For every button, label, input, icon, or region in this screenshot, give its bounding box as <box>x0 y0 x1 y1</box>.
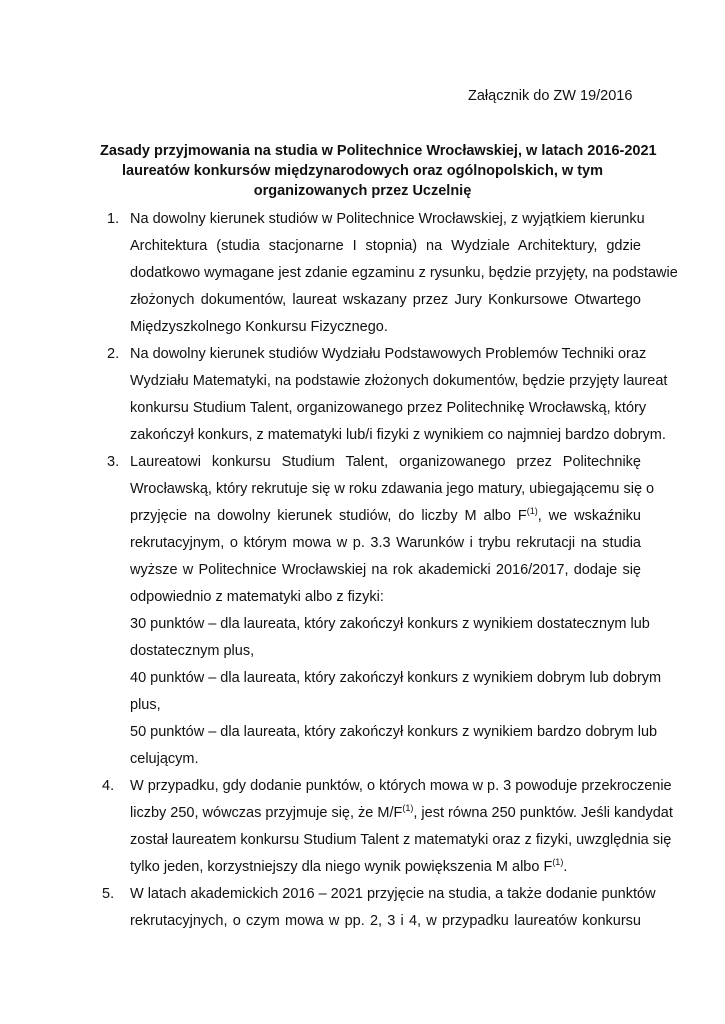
item-line: Międzyszkolnego Konkursu Fizycznego. <box>130 319 388 335</box>
item-line: Na dowolny kierunek studiów w Politechnice Wrocławskiej, z wyjątkiem kierunku <box>130 211 645 227</box>
item-line: dodatkowo wymagane jest zdanie egzaminu z rysunku, będzie przyjęty, na podstawie <box>130 265 678 281</box>
item-line-with-sup <box>130 854 641 881</box>
list-item-1 <box>100 206 678 341</box>
item-line: W latach akademickich 2016 – 2021 przyjęcie na studia, a także dodanie punktów <box>130 886 656 902</box>
item-number: 2. <box>107 346 120 362</box>
item-text: . <box>563 859 568 875</box>
item-number: 5. <box>102 886 115 902</box>
item-number: 1. <box>107 211 120 227</box>
item-line: 40 punktów – dla laureata, który zakończył konkurs z wynikiem dobrym lub dobrym <box>130 670 662 686</box>
title-line-1: Zasady przyjmowania na studia w Politechnice Wrocławskiej, w latach 2016-2021 <box>100 143 657 159</box>
item-line: został laureatem konkursu Studium Talent z matematyki oraz z fizyki, uwzględnia się <box>130 832 672 848</box>
item-line: Laureatowi konkursu Studium Talent, organizowanego przez Politechnikę <box>130 454 641 470</box>
title-line-3: organizowanych przez Uczelnię <box>253 183 472 199</box>
item-line: odpowiednio z matematyki albo z fizyki: <box>130 589 384 605</box>
item-line-with-sup <box>130 800 673 827</box>
item-line: konkursu Studium Talent, organizowanego przez Politechnikę Wrocławską, który <box>130 400 647 416</box>
list-item-5 <box>100 881 656 935</box>
item-text: tylko jeden, korzystniejszy dla niego wynik powiększenia M albo F <box>130 859 553 875</box>
list-item-3 <box>100 449 662 773</box>
item-line: Wrocławską, który rekrutuje się w roku zdawania jego matury, ubiegającemu się o <box>130 481 655 497</box>
item-number: 4. <box>102 778 115 794</box>
item-text: , jest równa 250 punktów. Jeśli kandydat <box>413 805 673 821</box>
item-line: rekrutacyjnym, o którym mowa w p. 3.3 Warunków i trybu rekrutacji na studia <box>130 535 641 551</box>
item-line: Wydziału Matematyki, na podstawie złożonych dokumentów, będzie przyjęty laureat <box>130 373 668 389</box>
item-line: plus, <box>130 697 161 713</box>
item-line: 50 punktów – dla laureata, który zakończył konkurs z wynikiem bardzo dobrym lub <box>130 724 658 740</box>
title-line-2: laureatów konkursów międzynarodowych oraz ogólnopolskich, w tym <box>122 163 603 179</box>
item-line: złożonych dokumentów, laureat wskazany przez Jury Konkursowe Otwartego <box>130 292 641 308</box>
rules-list <box>100 206 678 935</box>
item-text: , we wskaźniku <box>537 508 641 524</box>
footnote-ref: (1) <box>552 857 564 867</box>
document-title <box>100 141 657 201</box>
item-line: 30 punktów – dla laureata, który zakończył konkurs z wynikiem dostatecznym lub <box>130 616 650 632</box>
item-line: Na dowolny kierunek studiów Wydziału Podstawowych Problemów Techniki oraz <box>130 346 647 362</box>
item-text: liczby 250, wówczas przyjmuje się, że M/F <box>130 805 403 821</box>
item-line-with-sup <box>130 503 641 530</box>
list-item-4 <box>100 773 673 881</box>
item-line: wyższe w Politechnice Wrocławskiej na rok akademicki 2016/2017, dodaje się <box>130 562 641 578</box>
list-item-2 <box>100 341 668 449</box>
footnote-ref: (1) <box>402 803 414 813</box>
item-text: przyjęcie na dowolny kierunek studiów, do liczby M albo F <box>130 508 527 524</box>
footnote-ref: (1) <box>526 506 538 516</box>
item-line: celującym. <box>130 751 199 767</box>
item-line: Architektura (studia stacjonarne I stopnia) na Wydziale Architektury, gdzie <box>130 238 641 254</box>
item-line: W przypadku, gdy dodanie punktów, o których mowa w p. 3 powoduje przekroczenie <box>130 778 672 794</box>
item-line: dostatecznym plus, <box>130 643 255 659</box>
item-number: 3. <box>107 454 120 470</box>
item-line: zakończył konkurs, z matematyki lub/i fizyki z wynikiem co najmniej bardzo dobrym. <box>130 427 666 443</box>
item-line: rekrutacyjnych, o czym mowa w pp. 2, 3 i 4, w przypadku laureatów konkursu <box>130 913 641 929</box>
annex-label: Załącznik do ZW 19/2016 <box>468 88 633 104</box>
